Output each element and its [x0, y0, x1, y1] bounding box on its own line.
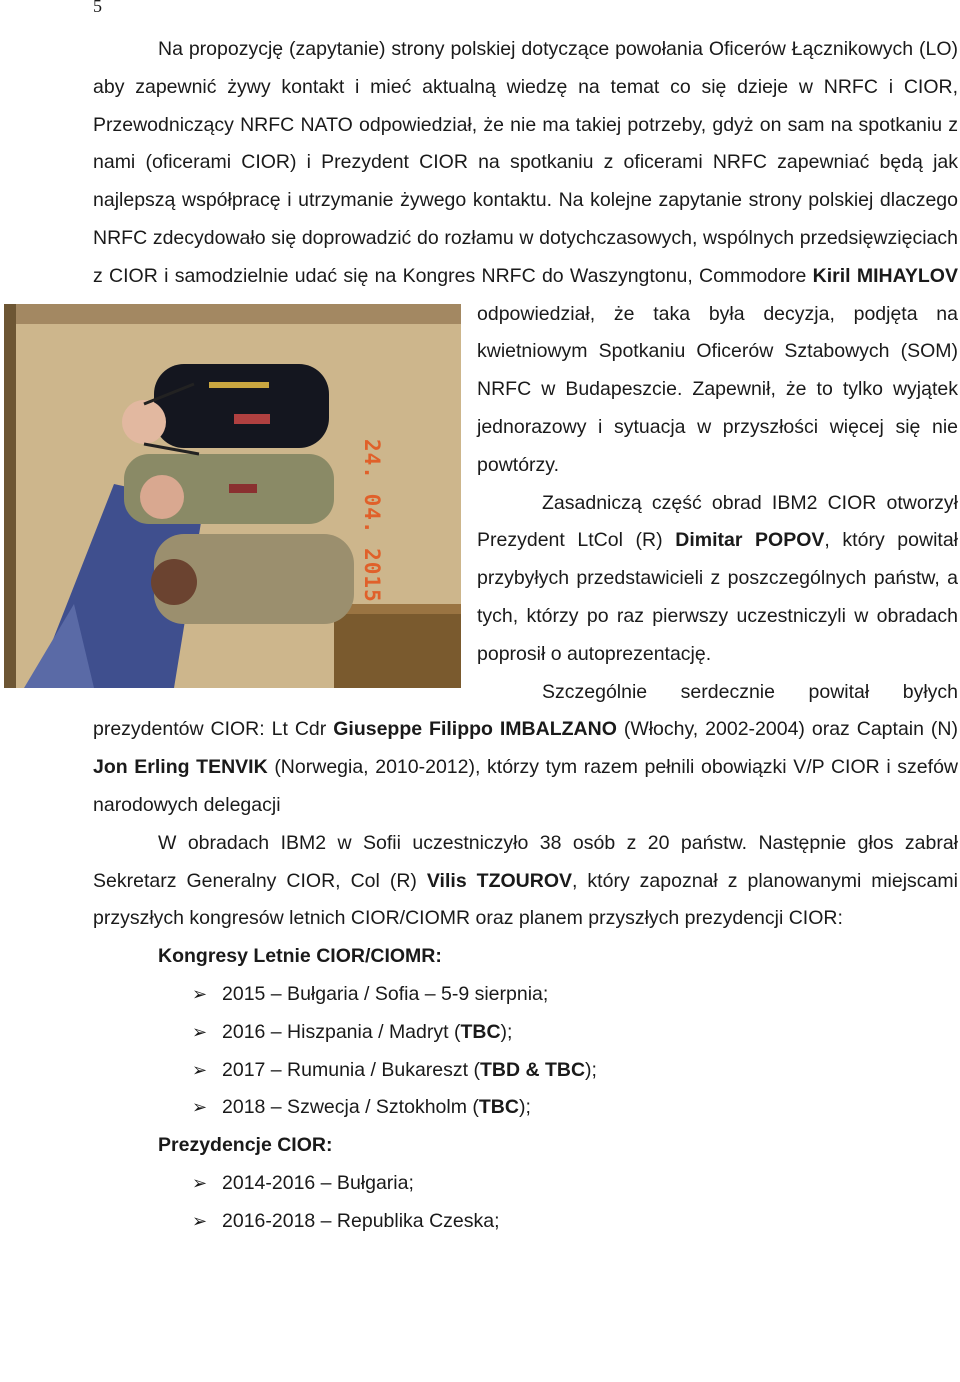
list-summer-congresses: [93, 976, 958, 1127]
list-item: ➢ 2018 – Szwecja / Sztokholm (TBC);: [192, 1089, 958, 1127]
list-presidencies: [93, 1165, 958, 1241]
name-vilis: Vilis: [426, 869, 467, 892]
list-item: ➢ 2015 – Bułgaria / Sofia – 5-9 sierpnia;: [192, 976, 958, 1014]
name-popov: POPOV: [755, 529, 825, 552]
document-body: [93, 31, 958, 1241]
paragraph-liaison-officers: Na propozycję (zapytanie) strony polskiej dotyczące powołania Oficerów Łącznikowych (LO) aby zapewnić żywy kontakt i mieć aktualną wiedzę na temat co się dzieje w NRFC i CIOR, Przewodniczący NRFC NATO odpowiedział, że nie ma takiej potrzeby, gdyż on sam na spotkaniu z nami (oficerami CIOR) i Prezydent CIOR na spotkaniu z oficerami NRFC zapewniać będą jak najlepszą współpracę i utrzymanie żywego kontaktu. Na kolejne zapytanie strony polskiej dlaczego NRFC zdecydowało się doprowadzić do rozłamu w dotychczasowych, wspólnych przedsięwzięciach z CIOR i samodzielnie udać się na Kongres NRFC do Waszyngtonu, Commodore 24. 04. 2015 Kiril MIHAYLOV odpowiedział, że taka była decyzja, podjęta na kwietniowym Spotkaniu Oficerów Sztabowych (SOM) NRFC w Budapeszcie. Zapewnił, że to tylko wyjątek jednorazowy i sytuacja w przyszłości więcej się nie powtórzy.: [93, 31, 958, 485]
list-item: ➢ 2016 – Hiszpania / Madryt (TBC);: [192, 1014, 958, 1052]
photo-image: [4, 304, 461, 688]
paragraph-former-presidents: Szczególnie serdecznie powitał byłych prezydentów CIOR: Lt Cdr Giuseppe Filippo IMBALZANO (Włochy, 2002-2004) oraz Captain (N) Jon Erling TENVIK (Norwegia, 2010-2012), którzy tym razem pełnili obowiązki V/P CIOR i szefów narodowych delegacji: [93, 680, 958, 816]
name-dimitar: Dimitar: [675, 529, 743, 552]
photo-date-stamp: 24. 04. 2015: [360, 438, 384, 603]
list-item: ➢ 2016-2018 – Republika Czeska;: [192, 1203, 958, 1241]
paragraph-opening: Zasadniczą część obrad IBM2 CIOR otworzył Prezydent LtCol (R) Dimitar POPOV, który powitał przybyłych przedstawicieli z poszczególnych państw, a tych, którzy po raz pierwszy uczestniczyli w obradach poprosił o autoprezentację.: [477, 491, 959, 665]
heading-presidencies: Prezydencje CIOR:: [158, 1134, 333, 1157]
paragraph-attendance: W obradach IBM2 w Sofii uczestniczyło 38 osób z 20 państw. Następnie głos zabrał Sekretarz Generalny CIOR, Col (R) Vilis TZOUROV, który zapoznał z planowanymi miejscami przyszłych kongresów letnich CIOR/CIOMR oraz planem przyszłych prezydencji CIOR:: [93, 831, 958, 930]
heading-summer-congresses: Kongresy Letnie CIOR/CIOMR:: [158, 945, 442, 968]
page-number: 5: [93, 0, 102, 16]
photo-delegates: [4, 304, 461, 688]
name-tzourov: TZOUROV: [476, 869, 573, 892]
name-imbalzano: Giuseppe Filippo IMBALZANO: [333, 718, 617, 741]
list-item: ➢ 2017 – Rumunia / Bukareszt (TBD & TBC);: [192, 1052, 958, 1090]
name-tenvik: Jon Erling TENVIK: [93, 756, 268, 779]
name-kiril-mihaylov: Kiril MIHAYLOV: [812, 264, 958, 287]
list-item: ➢ 2014-2016 – Bułgaria;: [192, 1165, 958, 1203]
